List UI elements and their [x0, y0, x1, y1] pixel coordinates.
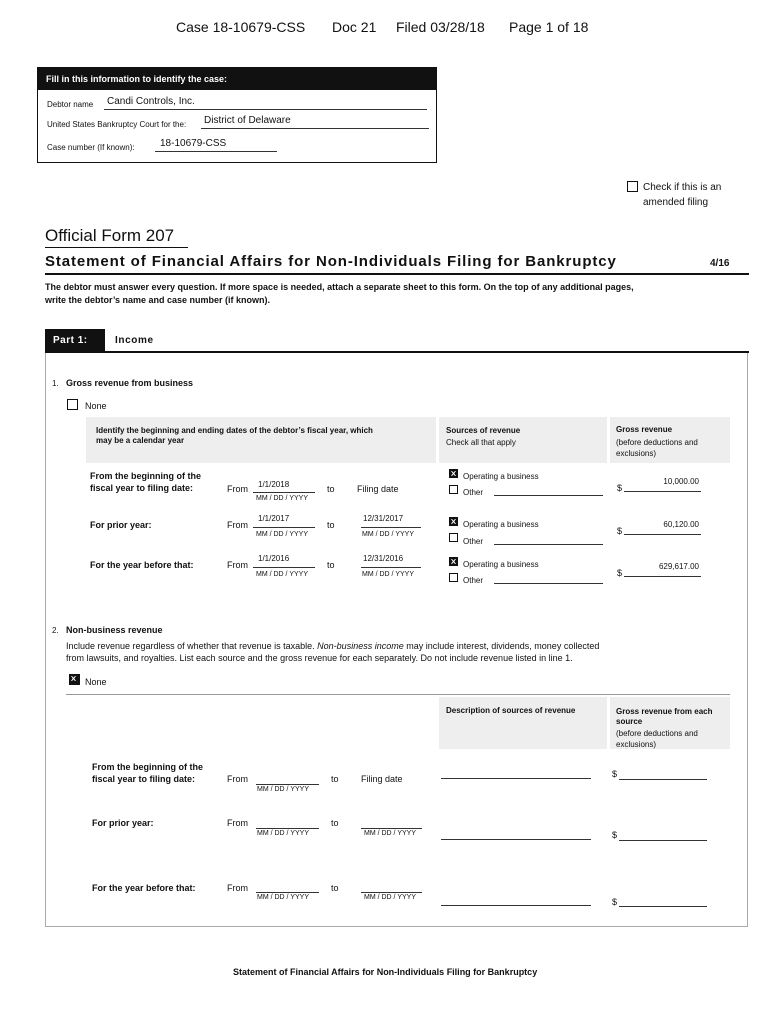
- q1-row2-other-label: Other: [463, 537, 484, 546]
- q1-col-identify-1: Identify the beginning and ending dates of the debtor’s fiscal year, which: [96, 426, 373, 435]
- q1-row3-from-format: MM / DD / YYYY: [256, 571, 308, 578]
- q1-row2-operating-checkbox[interactable]: [449, 517, 458, 526]
- q2-title: Non-business revenue: [66, 625, 163, 635]
- q2-row2-from-label: From: [227, 818, 248, 828]
- debtor-name-field[interactable]: [104, 96, 427, 110]
- q2-number: 2.: [52, 626, 59, 635]
- q2-row1-from-label: From: [227, 774, 248, 784]
- q2-row2-from-field[interactable]: [256, 828, 319, 829]
- case-number-value: 18-10679-CSS: [160, 138, 227, 149]
- part1-label-box: [45, 329, 105, 352]
- q2-none-label: None: [85, 677, 107, 687]
- q2-row2-amount-field[interactable]: [619, 840, 707, 841]
- q2-row1-dollar: $: [612, 769, 618, 779]
- q1-row3-to-format: MM / DD / YYYY: [362, 571, 414, 578]
- q1-row1-amount-field[interactable]: [624, 477, 701, 492]
- q2-description-1: [66, 641, 599, 651]
- q2-row2-label-1: For prior year:: [92, 818, 154, 828]
- q2-row1-to-value[interactable]: Filing date: [361, 774, 403, 784]
- q1-row1-from-format: MM / DD / YYYY: [256, 495, 308, 502]
- q2-row1-amount-field[interactable]: [619, 779, 707, 780]
- q2-row3-from-label: From: [227, 883, 248, 893]
- q2-row3-to-field[interactable]: [361, 892, 422, 893]
- q2-none-checkbox[interactable]: [69, 674, 80, 685]
- page-footer: Statement of Financial Affairs for Non-Individuals Filing for Bankruptcy: [233, 967, 538, 977]
- q2-row1-label-2: fiscal year to filing date:: [92, 774, 196, 784]
- q1-row1-other-checkbox[interactable]: [449, 485, 458, 494]
- q1-row1-operating-checkbox[interactable]: [449, 469, 458, 478]
- q1-row1-from-field[interactable]: [253, 479, 315, 493]
- q2-description-1a: Include revenue regardless of whether that revenue is taxable.: [66, 641, 315, 651]
- amended-filing-label-1: Check if this is an: [643, 182, 722, 193]
- q2-row1-from-format: MM / DD / YYYY: [257, 786, 309, 793]
- q2-col-gross-1: Gross revenue from each: [616, 707, 713, 716]
- q1-row2-other-checkbox[interactable]: [449, 533, 458, 542]
- q1-row2-to-value: 12/31/2017: [363, 514, 404, 523]
- q2-row1-to-label: to: [331, 774, 339, 784]
- case-number-field[interactable]: [155, 138, 277, 152]
- q2-description-1b: Non-business income: [317, 641, 404, 651]
- instructions-line-2: write the debtor’s name and case number (if known).: [45, 295, 271, 305]
- id-box-title: Fill in this information to identify the case:: [46, 74, 228, 84]
- q1-row2-from-field[interactable]: [253, 514, 315, 528]
- q1-row1-other-label: Other: [463, 488, 484, 497]
- debtor-name-label: Debtor name: [47, 100, 94, 109]
- q1-row2-dollar: $: [617, 526, 623, 536]
- q1-row2-amount-field[interactable]: [624, 520, 701, 535]
- q1-row3-other-checkbox[interactable]: [449, 573, 458, 582]
- q1-row2-amount: 60,120.00: [663, 520, 699, 529]
- q1-row3-to-field[interactable]: [361, 554, 421, 568]
- q2-row2-description-field[interactable]: [441, 839, 591, 840]
- q1-row2-label-1: For prior year:: [90, 520, 152, 530]
- court-label: United States Bankruptcy Court for the:: [47, 120, 187, 129]
- q1-none-checkbox[interactable]: [67, 399, 78, 410]
- q1-row3-other-label: Other: [463, 576, 484, 585]
- q1-row2-other-line[interactable]: [494, 544, 603, 545]
- q1-row3-amount-field[interactable]: [624, 562, 701, 577]
- q1-row1-label-1: From the beginning of the: [90, 471, 201, 481]
- q2-row2-to-format: MM / DD / YYYY: [364, 830, 416, 837]
- q1-row1-to-label: to: [327, 484, 335, 494]
- title-rule: [45, 273, 749, 275]
- id-box-title-bar: [38, 68, 436, 90]
- q2-description-2: from lawsuits, and royalties. List each source and the gross revenue for each separately. Do not include revenue listed in line 1.: [66, 653, 573, 663]
- q1-number: 1.: [52, 379, 59, 388]
- q1-row2-from-format: MM / DD / YYYY: [256, 531, 308, 538]
- q1-row3-dollar: $: [617, 568, 623, 578]
- debtor-name-value: Candi Controls, Inc.: [107, 96, 195, 107]
- q1-col-gross-1: Gross revenue: [616, 425, 673, 434]
- q2-row3-from-field[interactable]: [256, 892, 319, 893]
- case-number-header: Case 18-10679-CSS: [176, 19, 306, 35]
- q2-row3-label-1: For the year before that:: [92, 883, 196, 893]
- q1-row3-from-label: From: [227, 560, 248, 570]
- q1-col-identify-2: may be a calendar year: [96, 436, 185, 445]
- q1-row3-operating-label: Operating a business: [463, 560, 539, 569]
- q1-col-sources-2: Check all that apply: [446, 438, 516, 447]
- q2-col-desc: Description of sources of revenue: [446, 706, 576, 715]
- form-title: Statement of Financial Affairs for Non-Individuals Filing for Bankruptcy: [45, 253, 617, 270]
- q2-row3-dollar: $: [612, 897, 618, 907]
- q1-row3-amount: 629,617.00: [658, 562, 699, 571]
- q2-separator: [66, 694, 730, 695]
- form-version: 4/16: [710, 258, 730, 269]
- q2-row2-to-label: to: [331, 818, 339, 828]
- q2-row3-amount-field[interactable]: [619, 906, 707, 907]
- instructions-line-1: The debtor must answer every question. If more space is needed, attach a separate sheet to this form. On the top of any additional pages,: [45, 282, 634, 292]
- q1-row1-to-value[interactable]: Filing date: [357, 484, 399, 494]
- page-number-header: Page 1 of 18: [509, 19, 589, 35]
- q1-row3-from-value: 1/1/2016: [258, 554, 290, 563]
- q1-row1-other-line[interactable]: [494, 495, 603, 496]
- q1-row3-operating-checkbox[interactable]: [449, 557, 458, 566]
- q1-row3-other-line[interactable]: [494, 583, 603, 584]
- q2-row2-dollar: $: [612, 830, 618, 840]
- q2-row3-to-format: MM / DD / YYYY: [364, 894, 416, 901]
- form-number-underline: [45, 247, 188, 248]
- q2-row3-to-label: to: [331, 883, 339, 893]
- q1-row1-label-2: fiscal year to filing date:: [90, 483, 194, 493]
- q1-row2-operating-label: Operating a business: [463, 520, 539, 529]
- q1-row1-from-label: From: [227, 484, 248, 494]
- q1-title: Gross revenue from business: [66, 378, 194, 388]
- q2-col-gross-2: source: [616, 717, 643, 726]
- q1-row2-from-label: From: [227, 520, 248, 530]
- q1-row2-to-label: to: [327, 520, 335, 530]
- q1-row1-amount: 10,000.00: [663, 477, 699, 486]
- q1-col-sources-1: Sources of revenue: [446, 426, 521, 435]
- filed-date-header: Filed 03/28/18: [396, 19, 485, 35]
- q1-row3-from-field[interactable]: [253, 554, 315, 568]
- court-field[interactable]: [201, 115, 429, 129]
- q2-header-shade-desc: [439, 697, 607, 749]
- part1-label: Part 1:: [53, 335, 88, 346]
- q1-row1-from-value: 1/1/2018: [258, 480, 290, 489]
- doc-number-header: Doc 21: [332, 19, 377, 35]
- q1-none-label: None: [85, 401, 107, 411]
- q2-row2-to-field[interactable]: [361, 828, 422, 829]
- case-identification-box: [37, 67, 437, 163]
- q2-col-gross-4: exclusions): [616, 740, 657, 749]
- q2-description-1c: may include interest, dividends, money collected: [406, 641, 600, 651]
- official-form-number: Official Form 207: [45, 226, 175, 245]
- q1-row2-from-value: 1/1/2017: [258, 514, 290, 523]
- q2-row1-label-1: From the beginning of the: [92, 762, 203, 772]
- q2-row2-from-format: MM / DD / YYYY: [257, 830, 309, 837]
- q1-row2-to-format: MM / DD / YYYY: [362, 531, 414, 538]
- q2-row3-from-format: MM / DD / YYYY: [257, 894, 309, 901]
- q1-row3-to-label: to: [327, 560, 335, 570]
- q2-row1-description-field[interactable]: [441, 778, 591, 779]
- q1-col-gross-3: exclusions): [616, 449, 657, 458]
- q1-row1-dollar: $: [617, 483, 623, 493]
- q1-col-gross-2: (before deductions and: [616, 438, 698, 447]
- case-number-label: Case number (If known):: [47, 143, 135, 152]
- part1-title: Income: [115, 335, 154, 346]
- q1-row1-operating-label: Operating a business: [463, 472, 539, 481]
- q1-row3-label-1: For the year before that:: [90, 560, 194, 570]
- court-value: District of Delaware: [204, 115, 291, 126]
- q1-row2-to-field[interactable]: [361, 514, 421, 528]
- q2-row3-description-field[interactable]: [441, 905, 591, 906]
- q2-row1-from-field[interactable]: [256, 784, 319, 785]
- amended-filing-label-2: amended filing: [643, 197, 709, 208]
- q2-col-gross-3: (before deductions and: [616, 729, 698, 738]
- q1-row3-to-value: 12/31/2016: [363, 554, 404, 563]
- amended-filing-checkbox[interactable]: [627, 181, 638, 192]
